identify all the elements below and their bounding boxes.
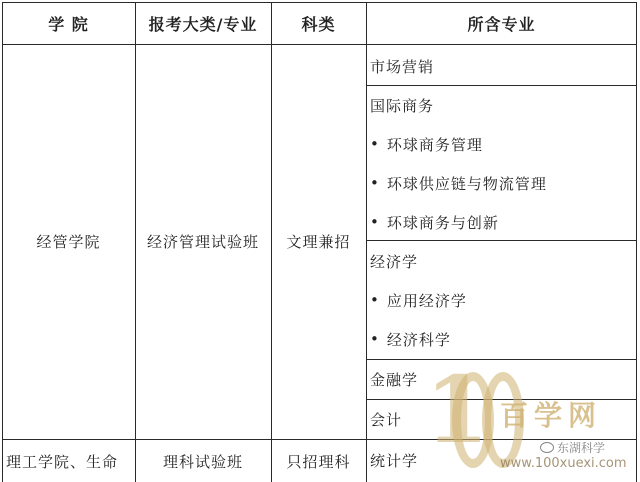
major-item: 市场营销 — [370, 57, 435, 76]
bullet-icon: • — [370, 174, 380, 192]
subrow-divider — [366, 359, 637, 360]
major-sub-item — [370, 172, 547, 194]
watermark-one-glyph: 1 — [425, 356, 490, 464]
major-sub-label: 环球商务与创新 — [386, 213, 499, 232]
major-group-title: 国际商务 — [370, 96, 435, 115]
header-subject: 科类 — [301, 14, 336, 34]
cell-subject-row2: 只招理科 — [286, 453, 351, 471]
header-category: 报考大类/专业 — [148, 14, 258, 34]
cell-college-row2: 理工学院、生命 — [6, 453, 119, 471]
watermark-wechat-label: 东湖科学 — [557, 441, 606, 455]
bullet-icon: • — [370, 291, 380, 309]
watermark-url: www.100xuexi.com — [500, 456, 627, 471]
wechat-icon — [540, 442, 554, 453]
header-majors: 所含专业 — [467, 14, 536, 34]
column-divider — [366, 2, 367, 482]
major-sub-item — [370, 328, 451, 350]
major-sub-label: 环球商务管理 — [386, 135, 483, 154]
header-college: 学 院 — [48, 14, 89, 34]
major-sub-label: 环球供应链与物流管理 — [386, 174, 547, 193]
major-item-row2: 统计学 — [370, 451, 419, 470]
cell-college: 经管学院 — [36, 233, 101, 251]
major-sub-item — [370, 133, 483, 155]
bullet-icon: • — [370, 330, 380, 348]
cell-subject: 文理兼招 — [286, 233, 351, 251]
subrow-divider — [366, 85, 637, 86]
major-group-title: 经济学 — [370, 252, 419, 271]
watermark-wechat — [540, 439, 605, 456]
major-sub-item — [370, 211, 499, 233]
bullet-icon: • — [370, 135, 380, 153]
major-sub-label: 应用经济学 — [386, 291, 467, 310]
cell-category: 经济管理试验班 — [146, 233, 259, 251]
cell-category-row2: 理科试验班 — [162, 453, 243, 471]
major-item: 会计 — [370, 410, 403, 429]
watermark-brand: 百学网 — [500, 399, 603, 432]
bullet-icon: • — [370, 213, 380, 231]
major-sub-label: 经济科学 — [386, 330, 451, 349]
major-item: 金融学 — [370, 370, 419, 389]
major-sub-item — [370, 289, 467, 311]
subrow-divider — [366, 240, 637, 241]
